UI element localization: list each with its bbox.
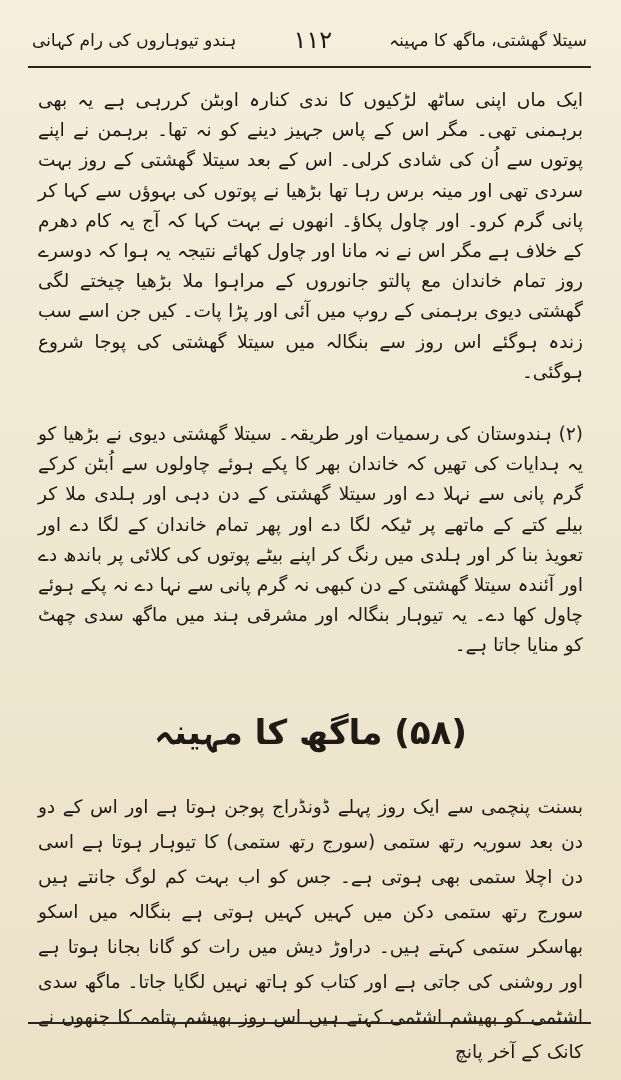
- paragraph-1: ایک ماں اپنی ساٹھ لڑکیوں کا ندی کنارہ اوبٹن کررہی ہے یہ بھی برہمنی تھی۔ مگر اس کے پاس جہیز دینے کو نہ تھا۔ برہمن نے اپنے پوتوں سے اُن کی شادی کرلی۔ اس کے بعد سیتلا گھشتی کے روز بہت سردی تھی اور مینہ برس رہا تھا بڑھیا نے پوتوں کی بہوؤں سے کہا کر پانی گرم کرو۔ اور چاول پکاؤ۔ انھوں نے بہت کہا کہ آج یہ کام دھرم کے خلاف ہے مگر اس نے نہ مانا اور چاول کھائے نتیجہ یہ ہوا کہ دوسرے روز تمام خاندان مع پالتو جانوروں کے مراہوا ملا بڑھیا چیختے لگی گھشتی دیوی برہمنی کے روپ میں آئی اور پڑا پات۔ کیں جن اسے سب زندہ ہوگئے اس روز سے بنگالہ میں سیتلا گھشتی کی پوجا شروع ہوگئی۔: [38, 90, 583, 383]
- footer-divider: [28, 1022, 591, 1024]
- section-paragraph: بسنت پنچمی سے ایک روز پہلے ڈونڈراج پوجن ہوتا ہے اور اس کے دو دن بعد سوریہ رتھ ستمی (سورج رتھ ستمی) کا تیوہار ہوتا ہے اسی دن اچلا ستمی بھی ہوتی ہے۔ جس کو اب بہت کم لوگ جانتے ہیں سورج رتھ ستمی دکن میں کہیں کہیں ہوتی ہے بنگالہ میں اسکو بھاسکر ستمی کہتے ہیں۔ دراوڑ دیش میں رات کو گانا بجانا ہوتا ہے اور روشنی کی جاتی ہے اور کتاب کو ہاتھ نہیں لگایا جاتا۔ ماگھ سدی اشٹمی کو بھیشم اشٹمی کہتے ہیں اس روز بھیشم پتامہ کا جنھوں نے کانک کے آخر پانچ: [38, 797, 583, 1063]
- running-header: [32, 20, 587, 60]
- paragraph-2: (۲) ہندوستان کی رسمیات اور طریقہ۔ سیتلا گھشتی دیوی نے بڑھیا کو یہ ہدایات کی تھیں کہ خاندان بھر کا پکے ہوئے چاولوں سے اُبٹن کرکے گرم پانی سے نہلا دے اور سیتلا گھشتی کے دن دہی اور ہلدی ملا کر بیلے کتے کے ماتھے پر ٹیکہ لگا دے اور پھر تمام خاندان کے لگا دے اور تعویذ بنا کر اور ہلدی میں رنگ کر اپنے بیٹے پوتوں کی کلائی پر باندھ دے اور آئندہ سیتلا گھشتی کے دن کبھی نہ گرم پانی سے نہا دے نہ پکے ہوئے چاول کھا دے۔ یہ تیوہار بنگالہ اور مشرقی ہند میں ماگھ سدی چھٹ کو منایا جاتا ہے۔: [38, 424, 583, 657]
- page-number: ۱۱۲: [293, 26, 333, 54]
- header-chapter-title: سیتلا گھشتی، ماگھ کا مہینہ: [389, 30, 587, 51]
- section-heading: (۵۸) ماگھ کا مہینہ: [154, 713, 467, 753]
- header-divider: [28, 66, 591, 68]
- header-book-title: ہندو تیوہاروں کی رام کہانی: [32, 30, 237, 51]
